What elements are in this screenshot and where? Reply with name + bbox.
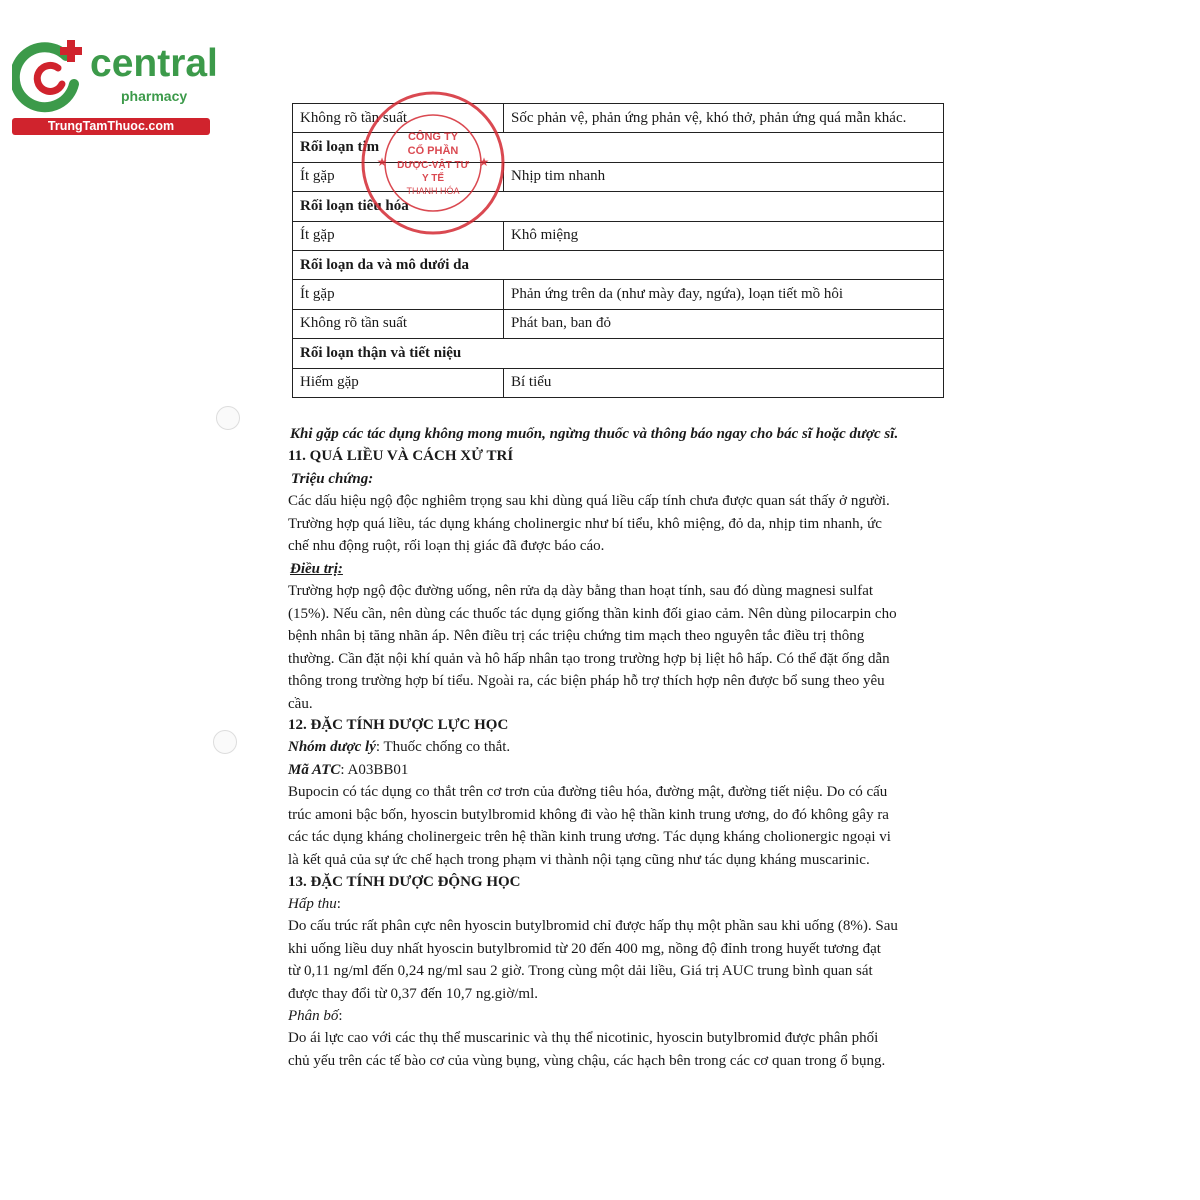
stamp-line: THANH HÓA xyxy=(406,186,460,196)
punch-hole-icon xyxy=(216,406,240,430)
stamp-star-icon: ★ xyxy=(478,155,490,169)
logo-brand-text: central xyxy=(90,42,218,85)
text-line: chủ yếu trên các tế bào cơ của vùng bụng, vùng chậu, các hạch bên trong các cơ quan trong ổ bụng. xyxy=(288,1052,886,1069)
text-line: Do cấu trúc rất phân cực nên hyoscin butylbromid chỉ được hấp thụ một phần sau khi uống (8%). Sau xyxy=(288,918,898,934)
table-row xyxy=(293,280,944,309)
treatment-label: Điều trị: xyxy=(290,561,343,577)
table-row xyxy=(293,309,944,338)
effect-cell: Nhịp tim nhanh xyxy=(504,162,944,191)
pharmacodynamics-paragraph xyxy=(288,781,942,871)
group-label: Nhóm dược lý xyxy=(288,739,376,755)
text-line: là kết quả của sự ức chế hạch trong phạm vi thành nội tạng cũng như tác dụng kháng muscarinic. xyxy=(288,851,870,868)
table-group-row xyxy=(293,250,944,279)
frequency-cell: Ít gặp xyxy=(293,280,504,309)
punch-hole-icon xyxy=(213,730,237,754)
table-group-row xyxy=(293,339,944,368)
section-11-heading: 11. QUÁ LIỀU VÀ CÁCH XỬ TRÍ xyxy=(288,448,514,464)
text-line: (15%). Nếu cần, nên dùng các thuốc tác dụng giống thần kinh đối giao cảm. Nên dùng pilocarpin cho xyxy=(288,605,897,622)
stamp-line: Y TẾ xyxy=(421,173,445,184)
treatment-paragraph xyxy=(288,580,942,716)
logo-emblem-icon xyxy=(12,38,88,114)
text-line: Trường hợp ngộ độc đường uống, nên rửa dạ dày bằng than hoạt tính, sau đó dùng magnesi sulfat xyxy=(288,583,874,599)
distribution-label: Phân bố xyxy=(288,1008,339,1024)
frequency-cell: Ít gặp xyxy=(293,162,504,191)
stamp-line: CÔNG TY xyxy=(407,131,459,143)
logo-sub-text: pharmacy xyxy=(121,88,188,104)
text-line: trúc amoni bậc bốn, hyoscin butylbromid không đi vào hệ thần kinh trung ương, do đó không gây ra xyxy=(288,806,889,823)
text-line: Bupocin có tác dụng co thắt trên cơ trơn của đường tiêu hóa, đường mật, đường tiết niệu. Do có cấu xyxy=(288,784,888,800)
logo-website: TrungTamThuoc.com xyxy=(12,118,210,135)
stamp-line: DƯỢC-VẬT TƯ xyxy=(397,160,469,171)
text-line: bệnh nhân bị tăng nhãn áp. Nên điều trị các triệu chứng tim mạch theo nguyên tắc điều trị thông xyxy=(288,628,865,645)
warning-text: Khi gặp các tác dụng không mong muốn, ngừng thuốc và thông báo ngay cho bác sĩ hoặc dược sĩ. xyxy=(290,426,899,442)
symptoms-paragraph xyxy=(288,490,942,558)
atc-value: : A03BB01 xyxy=(340,762,409,778)
text-line: Do ái lực cao với các thụ thể muscarinic và thụ thể nicotinic, hyoscin butylbromid được phân phối xyxy=(288,1030,879,1046)
group-cell: Rối loạn tiêu hóa xyxy=(293,192,944,221)
text-line: thường. Cần đặt nội khí quản và hô hấp nhân tạo trong trường hợp bị liệt hô hấp. Có thể đặt ống dẫn xyxy=(288,650,890,667)
group-cell: Rối loạn thận và tiết niệu xyxy=(293,339,944,368)
group-value: : Thuốc chống co thắt. xyxy=(375,739,511,755)
stamp-line: CỔ PHẦN xyxy=(407,145,459,157)
absorption-paragraph xyxy=(288,915,942,1005)
text-line: khi uống liều duy nhất hyoscin butylbromid từ 20 đến 400 mg, nồng độ đỉnh trong huyết tương đạt xyxy=(288,940,881,957)
section-12-heading: 12. ĐẶC TÍNH DƯỢC LỰC HỌC xyxy=(288,717,509,733)
effect-cell: Phát ban, ban đỏ xyxy=(504,309,944,338)
symptoms-label: Triệu chứng: xyxy=(291,471,374,487)
effect-cell: Phản ứng trên da (như mày đay, ngứa), loạn tiết mồ hôi xyxy=(504,280,944,309)
text-line: được thay đổi từ 0,37 đến 10,7 ng.giờ/ml. xyxy=(288,985,539,1002)
frequency-cell: Ít gặp xyxy=(293,221,504,250)
text-line: cầu. xyxy=(288,695,313,712)
absorption-label-line: Hấp thu: xyxy=(288,896,341,912)
absorption-label: Hấp thu xyxy=(288,896,337,912)
text-line: Các dấu hiệu ngộ độc nghiêm trọng sau khi dùng quá liều cấp tính chưa được quan sát thấy ở người. xyxy=(288,493,890,509)
frequency-cell: Không rõ tần suất xyxy=(293,104,504,133)
effect-cell: Bí tiểu xyxy=(504,368,944,397)
distribution-paragraph xyxy=(288,1027,942,1072)
text-line: từ 0,11 ng/ml đến 0,24 ng/ml sau 2 giờ. Trong cùng một dải liều, Giá trị AUC trung bình quan sát xyxy=(288,963,873,980)
section-13-heading: 13. ĐẶC TÍNH DƯỢC ĐỘNG HỌC xyxy=(288,874,521,890)
distribution-label-line: Phân bố: xyxy=(288,1008,343,1024)
table-row xyxy=(293,368,944,397)
group-cell: Rối loạn da và mô dưới da xyxy=(293,250,944,279)
frequency-cell: Hiếm gặp xyxy=(293,368,504,397)
effect-cell: Sốc phản vệ, phản ứng phản vệ, khó thở, phản ứng quá mẫn khác. xyxy=(504,104,944,133)
text-line: thông trong trường hợp bí tiểu. Ngoài ra, các biện pháp hỗ trợ thích hợp nên được bổ sung theo yêu xyxy=(288,673,885,690)
atc-code xyxy=(288,759,942,782)
frequency-cell: Không rõ tần suất xyxy=(293,309,504,338)
stamp-star-icon: ★ xyxy=(376,155,388,169)
text-line: các tác dụng kháng cholinergeic trên hệ thần kinh trung ương. Tác dụng kháng cholionergic ngoại vi xyxy=(288,829,891,846)
atc-label: Mã ATC xyxy=(288,762,341,778)
effect-cell: Khô miệng xyxy=(504,221,944,250)
pharmacological-group xyxy=(288,736,942,759)
group-cell: Rối loạn tim xyxy=(293,133,944,162)
company-stamp xyxy=(358,88,508,238)
text-line: Trường hợp quá liều, tác dụng kháng cholinergic như bí tiểu, khô miệng, đỏ da, nhịp tim nhanh, ức xyxy=(288,515,882,532)
text-line: chế nhu động ruột, rối loạn thị giác đã được báo cáo. xyxy=(288,538,605,555)
